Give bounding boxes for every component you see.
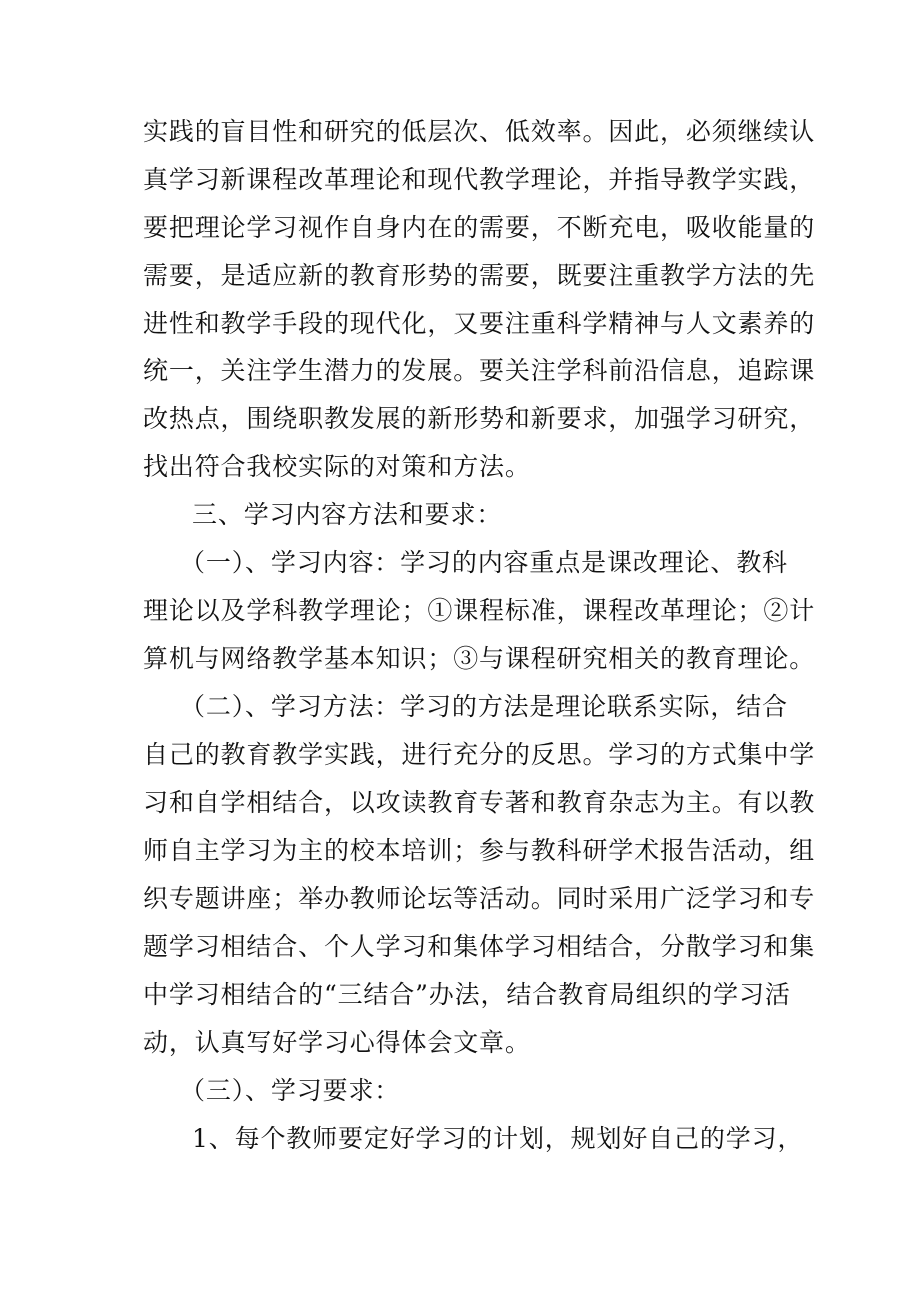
subsection-heading: （二）、学习方法：学习的方法是理论联系实际，结合 [180, 692, 788, 721]
text-line: 找出符合我校实际的对策和方法。 [143, 452, 531, 481]
list-item: 1、每个教师要定好学习的计划，规划好自己的学习， [192, 1124, 804, 1153]
text-line: 算机与网络教学基本知识；③与课程研究相关的教育理论。 [143, 644, 816, 673]
text-line: 真学习新课程改革理论和现代教学理论，并指导教学实践， [143, 165, 816, 194]
text-line: 实践的盲目性和研究的低层次、低效率。因此，必须继续认 [143, 117, 816, 146]
text-line: 需要，是适应新的教育形势的需要，既要注重教学方法的先 [143, 261, 816, 290]
text-line: 动，认真写好学习心得体会文章。 [143, 1028, 531, 1057]
section-heading: 三、学习内容方法和要求： [192, 500, 503, 529]
text-line: 要把理论学习视作自身内在的需要，不断充电，吸收能量的 [143, 213, 816, 242]
subsection-heading: （一）、学习内容：学习的内容重点是课改理论、教科 [180, 548, 788, 577]
text-line: 习和自学相结合，以攻读教育专著和教育杂志为主。有以教 [143, 788, 816, 817]
text-line: 中学习相结合的“三结合”办法，结合教育局组织的学习活 [143, 980, 791, 1009]
text-line: 统一，关注学生潜力的发展。要关注学科前沿信息，追踪课 [143, 356, 816, 385]
text-line: 织专题讲座；举办教师论坛等活动。同时采用广泛学习和专 [143, 884, 816, 913]
subsection-heading: （三）、学习要求： [180, 1076, 401, 1105]
text-line: 自己的教育教学实践，进行充分的反思。学习的方式集中学 [143, 740, 816, 769]
text-line: 题学习相结合、个人学习和集体学习相结合，分散学习和集 [143, 932, 816, 961]
text-line: 师自主学习为主的校本培训；参与教科研学术报告活动，组 [143, 836, 816, 865]
text-line: 理论以及学科教学理论；①课程标准，课程改革理论；②计 [143, 596, 816, 625]
text-line: 改热点，围绕职教发展的新形势和新要求，加强学习研究， [143, 404, 816, 433]
text-line: 进性和教学手段的现代化，又要注重科学精神与人文素养的 [143, 309, 816, 338]
